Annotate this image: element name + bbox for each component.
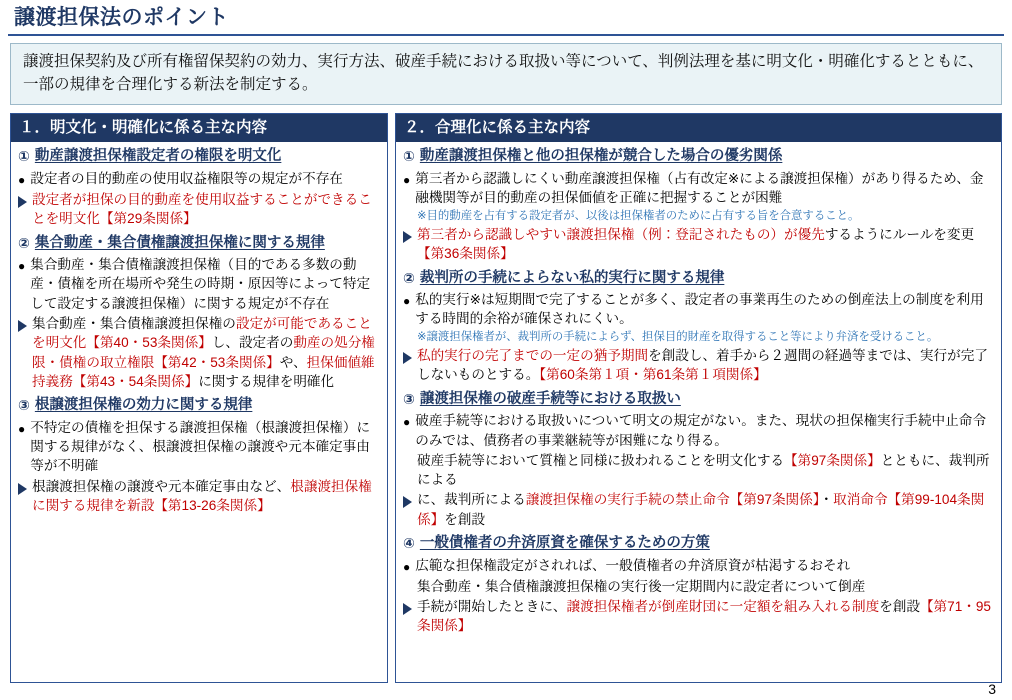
text-fragment: 【第40・53条関係】 — [86, 335, 212, 351]
right-column-heading: ２．合理化に係る主な内容 — [396, 114, 1001, 142]
text-fragment: 譲渡担保権者が倒産財団に一定額を組み入れる制度 — [566, 598, 880, 614]
text-fragment: に、裁判所による — [417, 492, 526, 508]
item-text — [415, 290, 994, 329]
triangle-marker-icon — [403, 603, 412, 615]
text-fragment: や、 — [279, 354, 307, 370]
item-number: ③ — [18, 397, 30, 414]
text-fragment: 【第42・53条関係】 — [154, 354, 280, 370]
bullet-dot-icon: ● — [18, 259, 26, 274]
right-column — [395, 113, 1002, 683]
item-number: ② — [403, 269, 415, 286]
item-title: 譲渡担保権の破産手続等における取扱い — [419, 390, 681, 407]
item-text — [32, 314, 380, 391]
item-bullet-row — [18, 418, 380, 476]
text-fragment: を創設 — [879, 598, 920, 614]
item-bullet-row — [403, 290, 994, 329]
item-text — [415, 556, 850, 575]
item-number: ④ — [403, 535, 415, 552]
item-heading-row — [403, 534, 994, 554]
item-text — [415, 411, 994, 450]
text-fragment: 設定が可能であることを明文化 — [32, 316, 372, 351]
triangle-marker-icon — [18, 483, 27, 495]
text-fragment: し、設定者の — [211, 335, 294, 351]
text-fragment: を創設し、着手から２週間の経過等までは、実行が完了しないものとする。 — [417, 348, 988, 383]
item-bullet-row — [18, 190, 380, 229]
item-heading-row — [18, 234, 380, 254]
item-heading-row — [18, 147, 380, 167]
text-fragment: 破産手続等における取扱いについて明文の規定がない。また、現状の担保権実行手続中止命令のみでは、債務者の事業継続等が困難になり得る。 — [415, 413, 986, 448]
content-item — [18, 396, 380, 515]
item-title: 集合動産・集合債権譲渡担保権に関する規律 — [34, 234, 325, 251]
content-item — [18, 234, 380, 392]
content-item — [403, 269, 994, 385]
item-bullet-row — [403, 597, 994, 636]
text-fragment: 設定者が担保の目的動産を使用収益することができることを明文化 — [32, 192, 372, 227]
text-fragment: 設定者の目的動産の使用収益権限等の規定が不存在 — [30, 171, 343, 187]
text-fragment: 【第29条関係】 — [99, 211, 197, 227]
triangle-marker-icon — [403, 496, 412, 508]
text-fragment: ※目的動産を占有する設定者が、以後は担保権者のために占有する旨を合意すること。 — [417, 209, 860, 222]
item-bullet-row — [403, 556, 994, 576]
text-fragment: 第三者から認識しにくい動産譲渡担保権（占有改定※による譲渡担保権）があり得るため、金融機関等が目的動産の担保価値を正確に把握することが困難 — [415, 171, 984, 206]
left-column-body — [11, 142, 387, 682]
triangle-marker-icon — [18, 320, 27, 332]
text-fragment: 【第43・54条関係】 — [72, 373, 199, 389]
item-title: 根譲渡担保権の効力に関する規律 — [34, 397, 253, 414]
text-fragment: 【第71・95条関係】 — [417, 598, 991, 634]
text-fragment: 担保価値維持義務 — [32, 354, 375, 389]
text-fragment: 集合動産・集合債権譲渡担保権の実行後一定期間内に設定者について倒産 — [417, 578, 866, 594]
left-column — [10, 113, 388, 683]
item-title: 裁判所の手続によらない私的実行に関する規律 — [419, 269, 725, 286]
text-fragment: とともに、裁判所による — [417, 452, 990, 488]
bullet-dot-icon: ● — [403, 559, 411, 574]
text-fragment: 動産の処分権限・債権の取立権限 — [32, 335, 375, 370]
text-fragment: 広範な担保権設定がされれば、一般債権者の弁済原資が枯渇するおそれ — [415, 557, 851, 573]
text-fragment: 【第36条関係】 — [417, 246, 514, 262]
item-title: 一般債権者の弁済原資を確保するための方策 — [419, 535, 710, 552]
item-number: ③ — [403, 390, 415, 407]
text-fragment: 【第97条関係】 — [784, 452, 881, 468]
item-bullet-row — [403, 169, 994, 208]
lead-summary-text: 譲渡担保契約及び所有権留保契約の効力、実行方法、破産手続における取扱い等について、判例法理を基に明文化・明確化するとともに、一部の規律を合理化する新法を制定する。 — [23, 53, 984, 93]
page-title: 譲渡担保法のポイント — [14, 6, 229, 29]
text-fragment: ※譲渡担保権者が、裁判所の手続によらず、担保目的財産を取得すること等により弁済を受けること。 — [417, 330, 939, 343]
item-text — [415, 169, 994, 208]
page-number: 3 — [988, 681, 996, 697]
right-column-body — [396, 142, 1001, 682]
item-number: ① — [18, 148, 30, 165]
item-text — [417, 330, 938, 345]
item-bullet-row — [18, 255, 380, 313]
item-bullet-row — [403, 577, 994, 596]
item-bullet-row — [18, 314, 380, 391]
text-fragment: するようにルールを変更 — [824, 227, 975, 242]
text-fragment: 私的実行の完了までの一定の猶予期間 — [417, 348, 649, 364]
item-bullet-row — [403, 209, 994, 224]
text-fragment: 【第60条第１項・第61条第１項関係】 — [539, 367, 767, 383]
item-number: ② — [18, 234, 30, 251]
item-bullet-row — [403, 225, 994, 264]
item-text — [417, 451, 994, 490]
item-number: ① — [403, 148, 415, 165]
bullet-dot-icon: ● — [18, 421, 26, 436]
bullet-dot-icon: ● — [403, 294, 411, 309]
text-fragment: 根譲渡担保権の譲渡や元本確定事由など、 — [32, 478, 291, 494]
triangle-marker-icon — [18, 196, 27, 208]
title-divider — [8, 34, 1004, 36]
text-fragment: に関する規律を明確化 — [198, 373, 335, 389]
item-text — [30, 255, 380, 313]
text-fragment: を創設 — [444, 511, 485, 527]
item-bullet-row — [403, 330, 994, 345]
text-fragment: 第三者から認識しやすい譲渡担保権（例：登記されたもの）が優先 — [417, 227, 825, 242]
title-area — [0, 0, 1012, 30]
text-fragment: 私的実行※は短期間で完了することが多く、設定者の事業再生のための倒産法上の制度を利用する時間的余裕が確保されにくい。 — [415, 292, 984, 327]
content-item — [403, 390, 994, 529]
item-text — [32, 477, 380, 516]
item-text — [417, 597, 994, 636]
item-title: 動産譲渡担保権と他の担保権が競合した場合の優劣関係 — [419, 148, 783, 165]
item-bullet-row — [18, 477, 380, 516]
text-fragment: ・ — [819, 492, 834, 508]
bullet-dot-icon: ● — [18, 173, 26, 188]
text-fragment: 不特定の債権を担保する譲渡担保権（根譲渡担保権）に関する規律がなく、根譲渡担保権の譲渡や元本確定事由等が不明確 — [30, 419, 371, 474]
text-fragment: 【第99-104条関係】 — [417, 492, 985, 527]
item-text — [417, 346, 994, 385]
item-bullet-row — [403, 451, 994, 490]
item-heading-row — [18, 396, 380, 416]
item-bullet-row — [18, 169, 380, 189]
item-text — [417, 490, 994, 529]
text-fragment: 集合動産・集合債権譲渡担保権（目的である多数の動産・債権を所在場所や発生の時期・原因等によって特定して設定する譲渡担保権）に関する規定が不存在 — [30, 257, 371, 311]
text-fragment: 【第13-26条関係】 — [154, 498, 271, 513]
item-title: 動産譲渡担保権設定者の権限を明文化 — [34, 148, 282, 165]
item-heading-row — [403, 269, 994, 289]
triangle-marker-icon — [403, 231, 412, 243]
item-bullet-row — [403, 411, 994, 450]
text-fragment: 集合動産・集合債権譲渡担保権の — [32, 316, 236, 332]
content-item — [403, 147, 994, 263]
content-item — [18, 147, 380, 228]
text-fragment: 手続が開始したときに、 — [417, 598, 567, 614]
content-item — [403, 534, 994, 635]
content-columns — [10, 113, 1002, 683]
lead-summary-box — [10, 43, 1002, 105]
text-fragment: 破産手続等において質権と同様に扱われることを明文化する — [417, 452, 785, 468]
item-text — [417, 225, 994, 264]
text-fragment: 【第97条関係】 — [729, 492, 820, 508]
item-bullet-row — [403, 490, 994, 529]
item-text — [30, 418, 380, 476]
bullet-dot-icon: ● — [403, 173, 411, 188]
text-fragment: 譲渡担保権の実行手続の禁止命令 — [525, 492, 730, 508]
item-bullet-row — [403, 346, 994, 385]
item-text — [30, 169, 343, 188]
item-text — [417, 209, 859, 224]
text-fragment: 根譲渡担保権に関する規律を新設 — [32, 478, 372, 513]
triangle-marker-icon — [403, 352, 412, 364]
item-heading-row — [403, 390, 994, 410]
text-fragment: 取消命令 — [833, 492, 888, 508]
left-column-heading: １．明文化・明確化に係る主な内容 — [11, 114, 387, 142]
item-heading-row — [403, 147, 994, 167]
bullet-dot-icon: ● — [403, 415, 411, 430]
item-text — [417, 577, 865, 596]
item-text — [32, 190, 380, 229]
